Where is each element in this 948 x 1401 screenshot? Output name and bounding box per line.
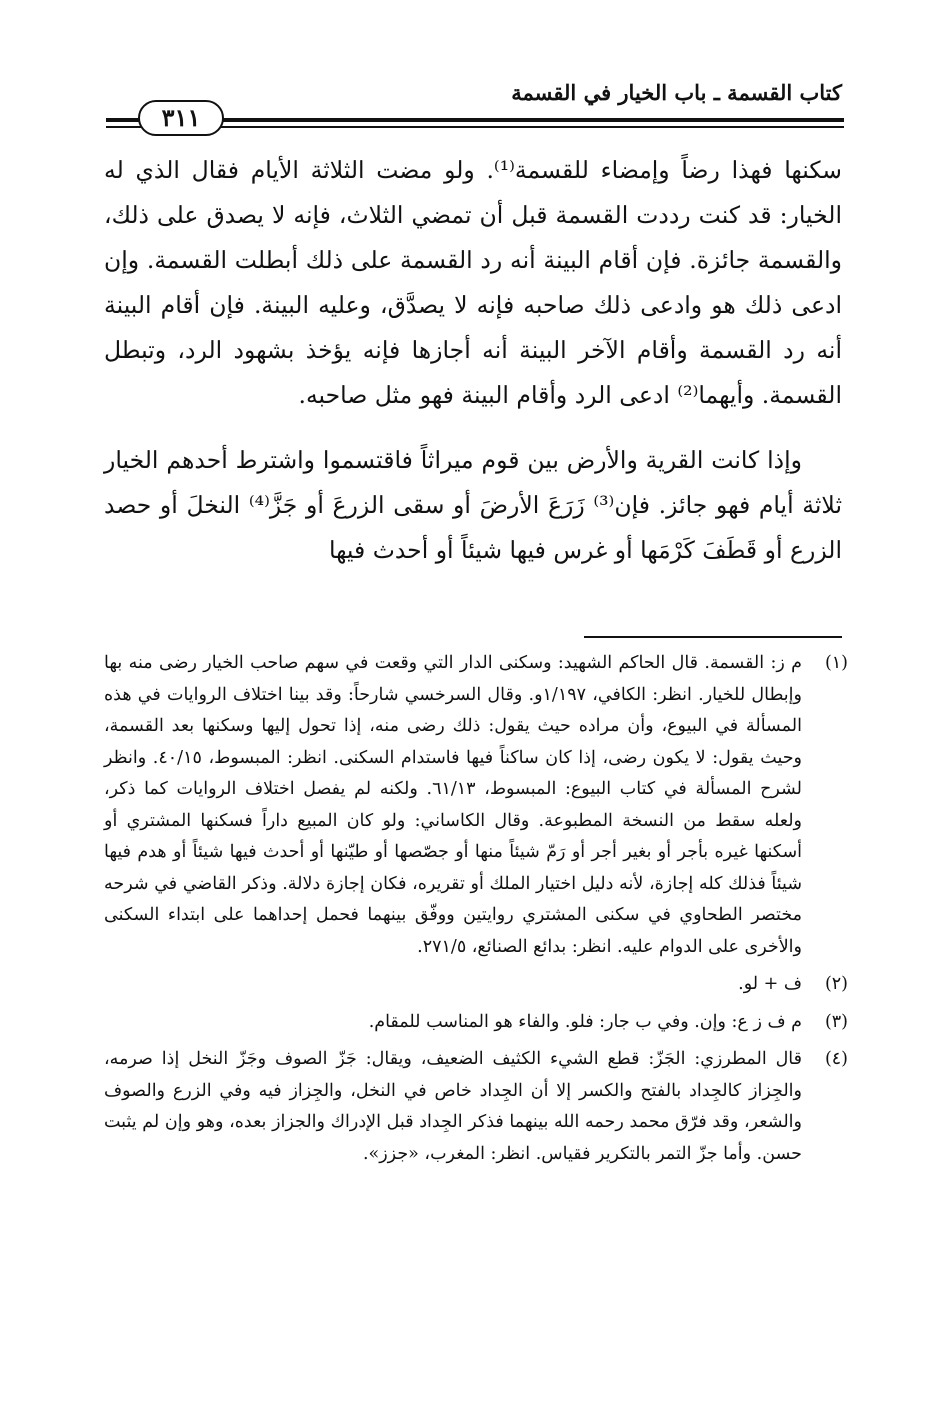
running-title: كتاب القسمة ـ باب الخيار في القسمة — [511, 80, 842, 105]
footnote — [104, 1044, 848, 1170]
footnote — [104, 1007, 848, 1039]
footnote — [104, 648, 848, 963]
footnote-text: قال المطرزي: الجَزّ: قطع الشيء الكثيف الضعيف، ويقال: جَزّ الصوف وجَزّ النخل إذا صرمه، والجِزاز كالجِداد بالفتح والكسر إلا أن الجِداد خاص في النخل، والجِزاز فيه وفي الزرع والصوف والشعر، وقد فرّق محمد رحمه الله بينهما فذكر الجِداد قبل الإدراك والجزاز بعده، وهو وإن لم يثبت حسن. وأما جزّ التمر بالتكرير فقياس. انظر: المغرب، «جزز». — [104, 1049, 802, 1164]
footnote-number: (٤) — [824, 1049, 848, 1069]
footnote-number: (١) — [824, 653, 848, 673]
footnote-text: م ز: القسمة. قال الحاكم الشهيد: وسكنى الدار التي وقعت في سهم صاحب الخيار رضى منه بها وإبطال للخيار. انظر: الكافي، ١/١٩٧و. وقال السرخسي شارحاً: وقد بينا اختلاف الروايات في هذه المسألة في البيوع، وأن مراده حيث يقول: ذلك رضى منه، إذا تحول إليها وسكنها بعد القسمة، وحيث يقول: لا يكون رضى، إذا كان ساكناً فيها فاستدام السكنى. انظر: المبسوط، ٤٠/١٥. وانظر لشرح المسألة في كتاب البيوع: المبسوط، ٦١/١٣. ولكنه لم يفصل اختلاف الروايات كما ذكر، ولعله سقط من النسخة المطبوعة. وقال الكاساني: ولو كان المبيع داراً فسكنها المشتري أو أسكنها غيره بأجر أو بغير أجر أو رَمّ شيئاً منها أو جصّصها أو طيّنها أو أحدث فيها شيئاً أو هدم فيها شيئاً فذلك كله إجازة، لأنه دليل اختيار الملك أو تقريره، فكان إجازة دلالة. وذكر القاضي في شرحه مختصر الطحاوي في سكنى المشتري روايتين ووفّق بينهما فحمل إحداهما على ابتداء السكنى والأخرى على الدوام عليه. انظر: بدائع الصنائع، ٢٧١/٥. — [104, 653, 802, 957]
footnote-separator — [584, 636, 842, 638]
footnote-text: ف + لو. — [738, 974, 802, 994]
paragraph: سكنها فهذا رضاً وإمضاء للقسمة⁽¹⁾. ولو مضت الثلاثة الأيام فقال الذي له الخيار: قد كنت رددت القسمة قبل أن تمضي الثلاث، فإنه لا يصدق على ذلك، والقسمة جائزة. فإن أقام البينة أنه رد القسمة على ذلك أبطلت القسمة. وإن ادعى ذلك هو وادعى ذلك صاحبه فإنه لا يصدَّق، وعليه البينة. فإن أقام البينة أنه رد القسمة وأقام الآخر البينة أنه أجازها فإنه يؤخذ بشهود الرد، وتبطل القسمة. وأيهما⁽²⁾ ادعى الرد وأقام البينة فهو مثل صاحبه. — [104, 156, 842, 409]
page-number: ٣١١ — [138, 100, 224, 136]
footnotes — [104, 648, 848, 1176]
footnote-number: (٣) — [824, 1011, 848, 1032]
main-text — [104, 148, 842, 573]
footnote-text: م ف ز ع: وإن. وفي ب جار: فلو. والفاء هو المناسب للمقام. — [368, 1011, 802, 1032]
paragraph: وإذا كانت القرية والأرض بين قوم ميراثاً فاقتسموا واشترط أحدهم الخيار ثلاثة أيام فهو جائز. فإن⁽³⁾ زَرَعَ الأرضَ أو سقى الزرعَ أو جَزَّ⁽⁴⁾ النخلَ أو حصد الزرع أو قَطَفَ كَرْمَها أو غرس فيها شيئاً أو أحدث فيها — [104, 446, 842, 564]
footnote — [104, 969, 848, 1001]
footnote-number: (٢) — [824, 974, 848, 994]
